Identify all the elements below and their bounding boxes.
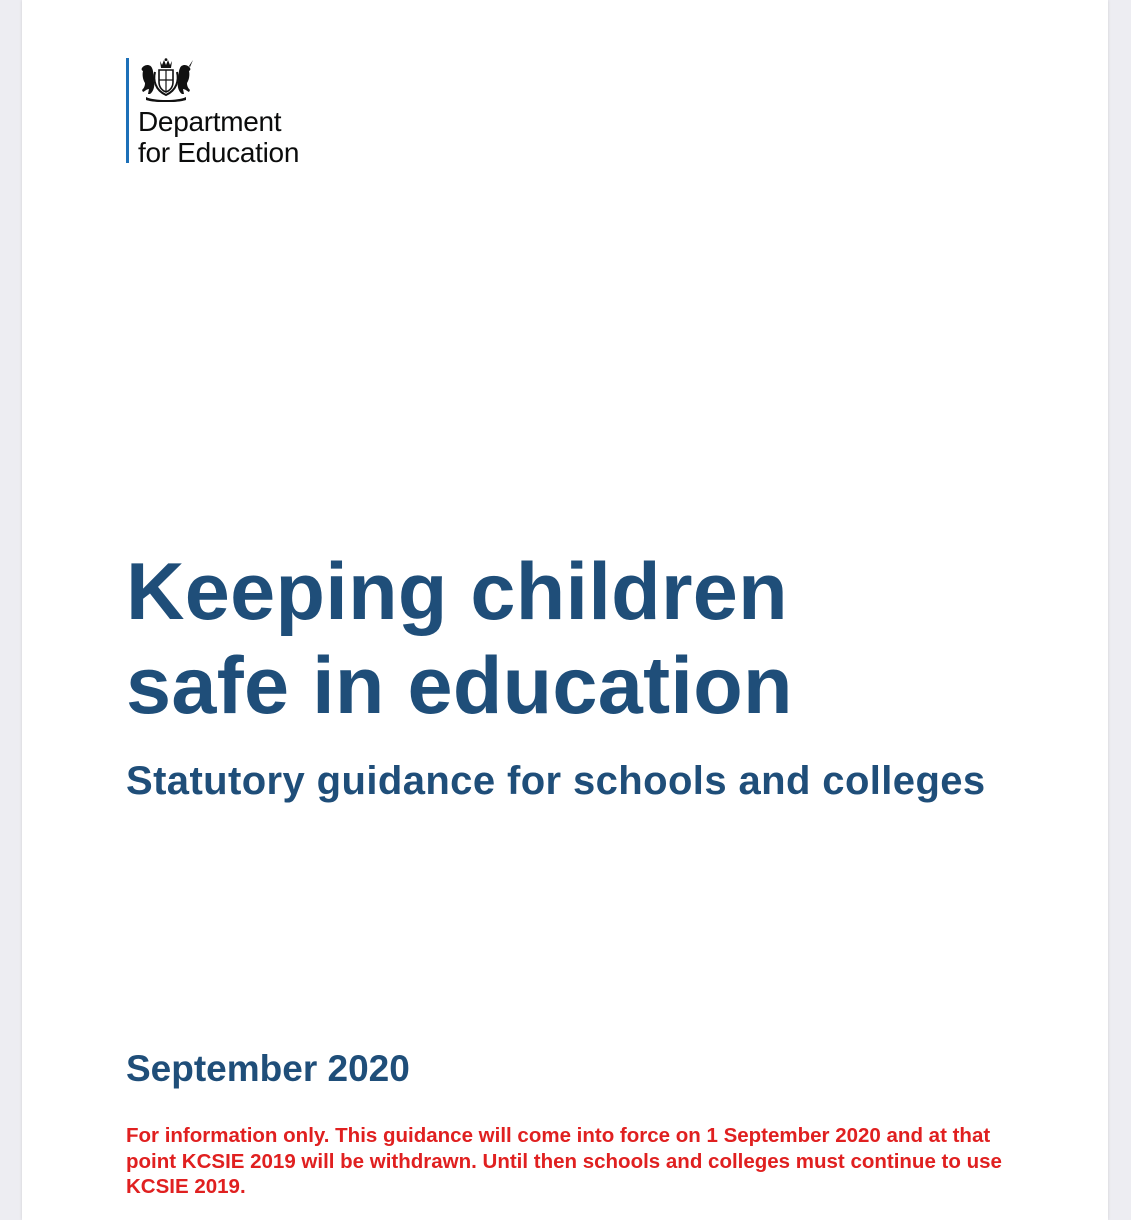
document-subtitle: Statutory guidance for schools and colleges — [126, 759, 986, 803]
logo-rule — [126, 58, 129, 163]
department-name — [138, 106, 299, 168]
department-name-line2: for Education — [138, 137, 300, 168]
royal-coat-of-arms-icon — [138, 58, 194, 102]
document-title-line1: Keeping children — [126, 547, 788, 637]
document-title-line2: safe in education — [126, 641, 793, 731]
department-name-line1: Department — [138, 106, 282, 137]
information-notice: For information only. This guidance will come into force on 1 September 2020 and at that point KCSIE 2019 will be withdrawn. Until then schools and colleges must continue to use KCSIE 2019. — [126, 1124, 1002, 1198]
publication-date: September 2020 — [126, 1048, 410, 1089]
document-page — [22, 0, 1108, 1220]
department-logo — [126, 58, 386, 168]
document-title — [126, 545, 1026, 733]
